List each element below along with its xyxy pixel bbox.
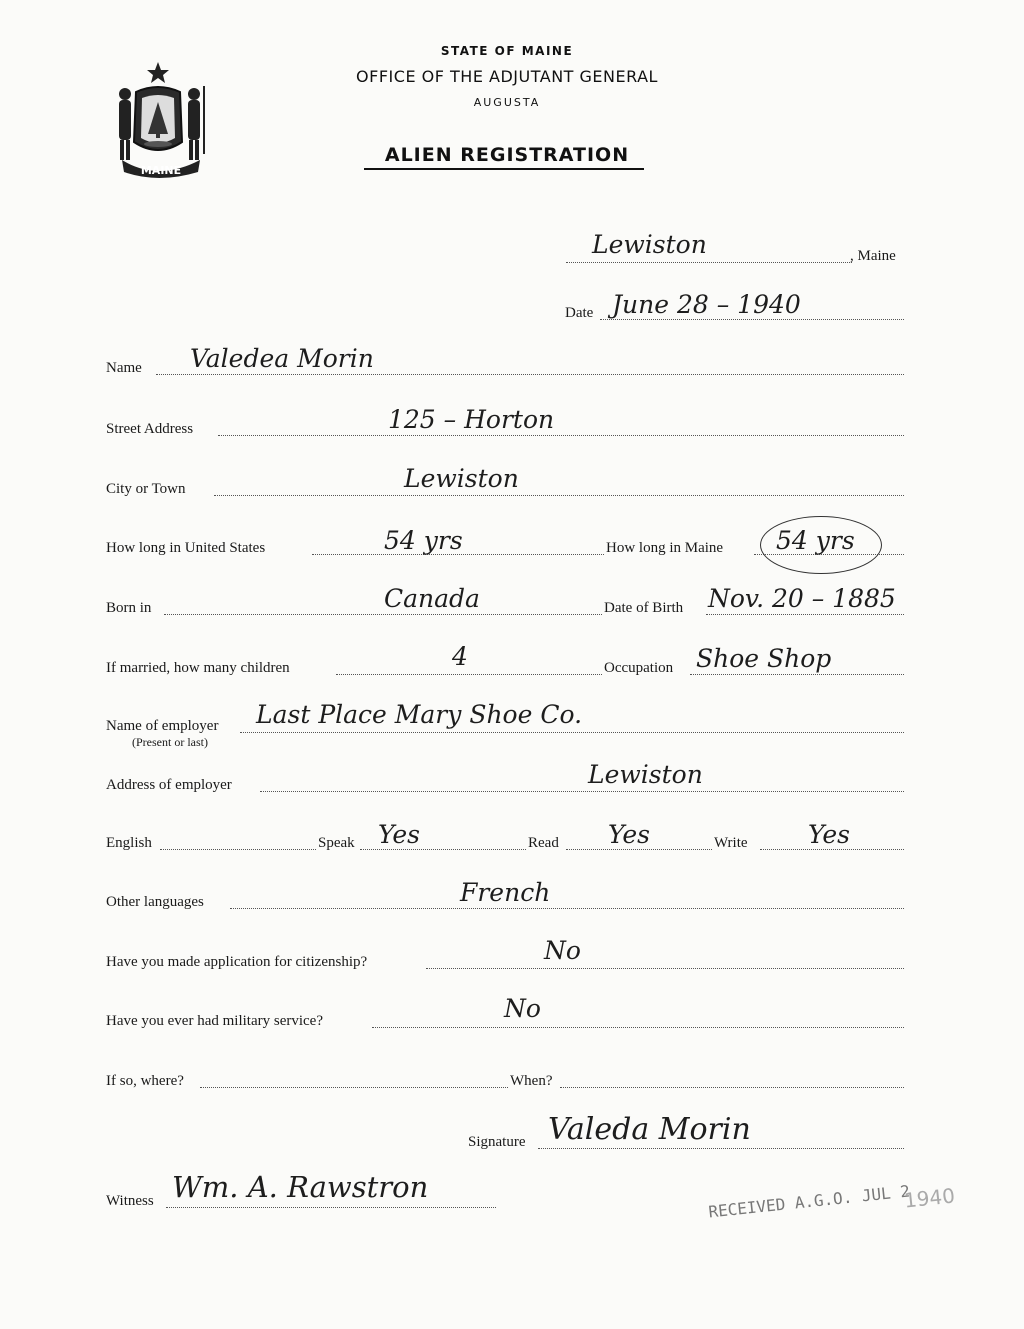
dob-label: Date of Birth [604, 600, 684, 616]
other-languages-value: French [460, 878, 551, 907]
witness-value: Wm. A. Rawstron [172, 1170, 429, 1204]
born-in-label: Born in [106, 600, 152, 616]
header-office: OFFICE OF THE ADJUTANT GENERAL [356, 67, 658, 86]
where-line [200, 1087, 508, 1088]
street-value: 125 – Horton [388, 405, 555, 434]
write-label: Write [714, 835, 748, 851]
born-in-value: Canada [384, 584, 480, 613]
occupation-label: Occupation [604, 660, 674, 676]
street-line [218, 435, 904, 436]
dob-value: Nov. 20 – 1885 [708, 584, 896, 613]
where-label: If so, where? [106, 1073, 184, 1089]
english-line [160, 849, 316, 850]
read-value: Yes [608, 820, 650, 849]
read-label: Read [528, 835, 559, 851]
town-line [566, 262, 852, 263]
maine-label: , Maine [850, 248, 896, 264]
signature-line [538, 1148, 904, 1149]
header-state: STATE OF MAINE [440, 44, 574, 58]
how-long-maine-value: 54 yrs [776, 526, 855, 555]
city-value: Lewiston [404, 464, 519, 493]
read-line [566, 849, 712, 850]
how-long-maine-label: How long in Maine [606, 540, 724, 556]
date-line [600, 319, 904, 320]
city-line [214, 495, 904, 496]
citizenship-line [426, 968, 904, 969]
seal-banner-text: MAINE [140, 164, 182, 177]
children-label: If married, how many children [106, 660, 290, 676]
header-city: AUGUSTA [473, 96, 541, 109]
employer-sublabel: (Present or last) [132, 735, 208, 749]
children-value: 4 [452, 642, 468, 671]
write-line [760, 849, 904, 850]
dob-line [706, 614, 904, 615]
children-line [336, 674, 602, 675]
military-line [372, 1027, 904, 1028]
citizenship-value: No [544, 936, 581, 965]
other-languages-line [230, 908, 904, 909]
employer-value: Last Place Mary Shoe Co. [256, 700, 583, 729]
write-value: Yes [808, 820, 850, 849]
military-label: Have you ever had military service? [106, 1013, 323, 1029]
occupation-value: Shoe Shop [696, 644, 832, 673]
other-languages-label: Other languages [106, 894, 204, 910]
employer-address-line [260, 791, 904, 792]
citizenship-label: Have you made application for citizenship? [106, 954, 368, 970]
signature-label: Signature [468, 1134, 526, 1150]
street-label: Street Address [106, 421, 194, 437]
city-label: City or Town [106, 481, 186, 497]
signature-value: Valeda Morin [548, 1112, 751, 1147]
how-long-us-value: 54 yrs [384, 526, 463, 555]
title-underline [364, 168, 644, 170]
employer-line [240, 732, 904, 733]
witness-label: Witness [106, 1193, 154, 1209]
military-value: No [504, 994, 541, 1023]
occupation-line [690, 674, 904, 675]
how-long-us-label: How long in United States [106, 540, 266, 556]
when-label: When? [510, 1073, 553, 1089]
date-value: June 28 – 1940 [612, 290, 801, 319]
speak-line [360, 849, 526, 850]
when-line [560, 1087, 904, 1088]
town-value: Lewiston [592, 230, 707, 259]
name-value: Valedea Morin [190, 344, 374, 373]
employer-address-label: Address of employer [106, 777, 232, 793]
speak-label: Speak [318, 835, 355, 851]
name-label: Name [106, 360, 142, 376]
employer-address-value: Lewiston [588, 760, 703, 789]
name-line [156, 374, 904, 375]
english-label: English [106, 835, 152, 851]
date-label: Date [565, 305, 594, 321]
witness-line [166, 1207, 496, 1208]
born-in-line [164, 614, 602, 615]
employer-label: Name of employer [106, 718, 219, 734]
form-title: ALIEN REGISTRATION [384, 144, 630, 166]
received-stamp-year: 1940 [902, 1183, 957, 1213]
received-stamp: RECEIVED A.G.O. JUL 2 [707, 1181, 911, 1222]
speak-value: Yes [378, 820, 420, 849]
